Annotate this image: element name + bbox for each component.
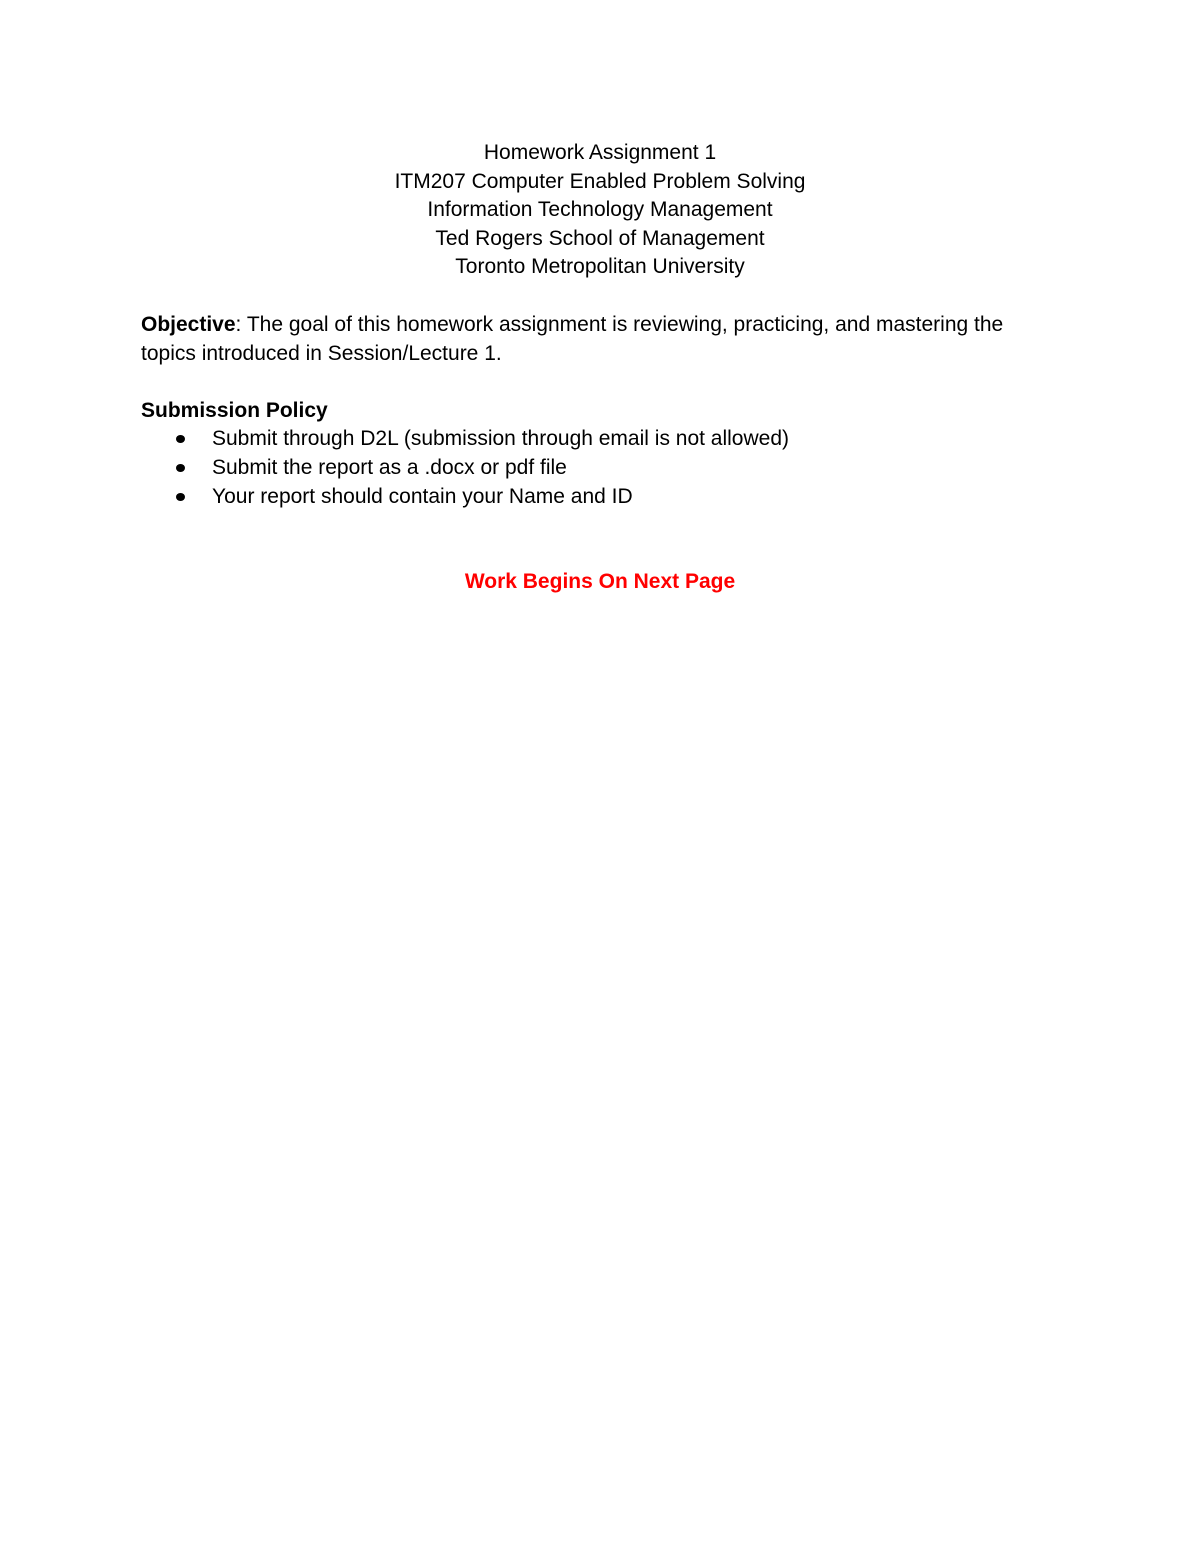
bullet-icon [176, 435, 185, 443]
list-item [0, 425, 1200, 454]
submission-policy-list [0, 425, 1200, 511]
document-header [0, 139, 1200, 282]
list-item-text: Your report should contain your Name and ID [212, 484, 633, 508]
list-item-text: Submit through D2L (submission through email is not allowed) [212, 427, 790, 450]
submission-policy-heading: Submission Policy [141, 399, 328, 422]
program-name: Information Technology Management [427, 198, 773, 222]
objective-paragraph [141, 311, 1061, 368]
course-name: ITM207 Computer Enabled Problem Solving [394, 169, 806, 193]
work-begins-notice: Work Begins On Next Page [464, 570, 736, 593]
bullet-icon [176, 493, 185, 501]
assignment-title: Homework Assignment 1 [483, 141, 717, 164]
school-name: Ted Rogers School of Management [435, 226, 765, 250]
objective-text: : The goal of this homework assignment is reviewing, practicing, and mastering the topics introduced in Session/Lecture 1. [141, 313, 1004, 365]
objective-label: Objective [141, 313, 236, 336]
university-name: Toronto Metropolitan University [455, 255, 745, 279]
list-item [0, 454, 1200, 483]
list-item [0, 483, 1200, 512]
list-item-text: Submit the report as a .docx or pdf file [212, 455, 567, 479]
bullet-icon [176, 464, 185, 472]
